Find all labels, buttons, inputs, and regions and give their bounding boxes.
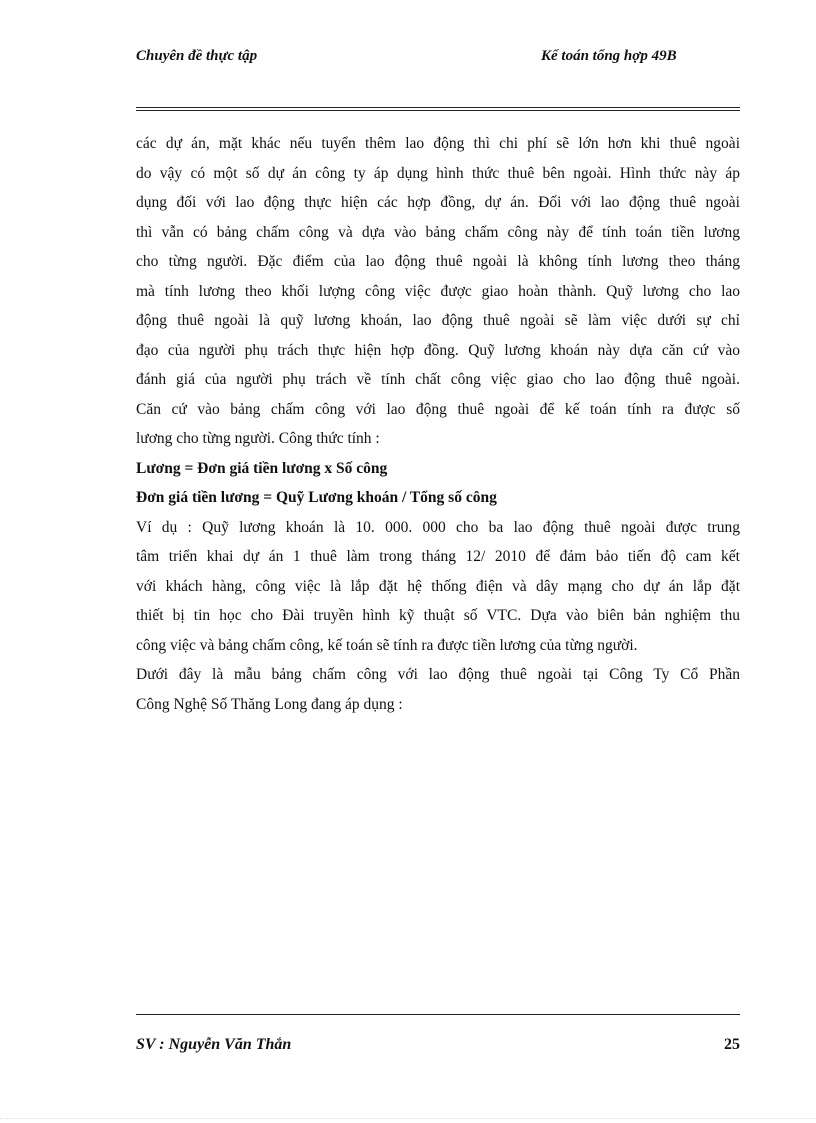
body-line: cho từng người. Đặc điểm của lao động thuê ngoài là không tính lương theo tháng: [136, 253, 740, 270]
example-line: Ví dụ : Quỹ lương khoán là 10. 000. 000 cho ba lao động thuê ngoài được trung: [136, 518, 740, 536]
body-line: đạo của người phụ trách thực hiện hợp đồng. Quỹ lương khoán này dựa căn cứ vào: [136, 341, 740, 359]
closing-line: Công Nghệ Số Thăng Long đang áp dụng :: [136, 695, 403, 713]
body-line: mà tính lương theo khối lượng công việc được giao hoàn thành. Quỹ lương cho lao: [136, 282, 740, 300]
body-line: dụng đối với lao động thực hiện các hợp đồng, dự án. Đối với lao động thuê ngoài: [136, 194, 740, 211]
body-line: lương cho từng người. Công thức tính :: [136, 430, 380, 447]
page-header: [136, 48, 740, 72]
body-line: các dự án, mặt khác nếu tuyển thêm lao động thì chi phí sẽ lớn hơn khi thuê ngoài: [136, 135, 740, 152]
page-footer: [136, 1036, 740, 1060]
example-line: công việc và bảng chấm công, kế toán sẽ tính ra được tiền lương của từng người.: [136, 636, 638, 654]
header-divider: [136, 107, 740, 111]
body-line: do vậy có một số dự án công ty áp dụng hình thức thuê bên ngoài. Hình thức này áp: [136, 164, 740, 182]
formula-salary: Lương = Đơn giá tiền lương x Số công: [136, 459, 388, 477]
example-line: thiết bị tin học cho Đài truyền hình kỹ thuật số VTC. Dựa vào biên bản nghiệm thu: [136, 607, 740, 624]
closing-line: Dưới đây là mẫu bảng chấm công với lao động thuê ngoài tại Công Ty Cổ Phần: [136, 666, 740, 683]
body-line: động thuê ngoài là quỹ lương khoán, lao động thuê ngoài sẽ làm việc dưới sự chỉ: [136, 312, 740, 329]
page-number: 25: [724, 1036, 740, 1053]
page-bottom-border: [0, 1118, 816, 1119]
header-subject: Kế toán tổng hợp 49B: [541, 48, 677, 64]
body-line: Căn cứ vào bảng chấm công với lao động thuê ngoài để kế toán tính ra được số: [136, 400, 740, 418]
example-line: với khách hàng, công việc là lắp đặt hệ thống điện và dây mạng cho dự án lắp đặt: [136, 577, 740, 595]
example-line: tâm triển khai dự án 1 thuê làm trong tháng 12/ 2010 để đảm bảo tiến độ cam kết: [136, 548, 740, 565]
header-title: Chuyên đề thực tập: [136, 48, 258, 64]
footer-divider: [136, 1014, 740, 1015]
document-body: [136, 129, 740, 719]
formula-unit-price: Đơn giá tiền lương = Quỹ Lương khoán / Tổng số công: [136, 489, 497, 506]
body-line: thì vẫn có bảng chấm công và dựa vào bảng chấm công này để tính toán tiền lương: [136, 223, 740, 241]
student-name: SV : Nguyễn Văn Thắn: [136, 1036, 292, 1053]
body-line: đánh giá của người phụ trách về tính chất công việc giao cho lao động thuê ngoài.: [136, 371, 740, 388]
